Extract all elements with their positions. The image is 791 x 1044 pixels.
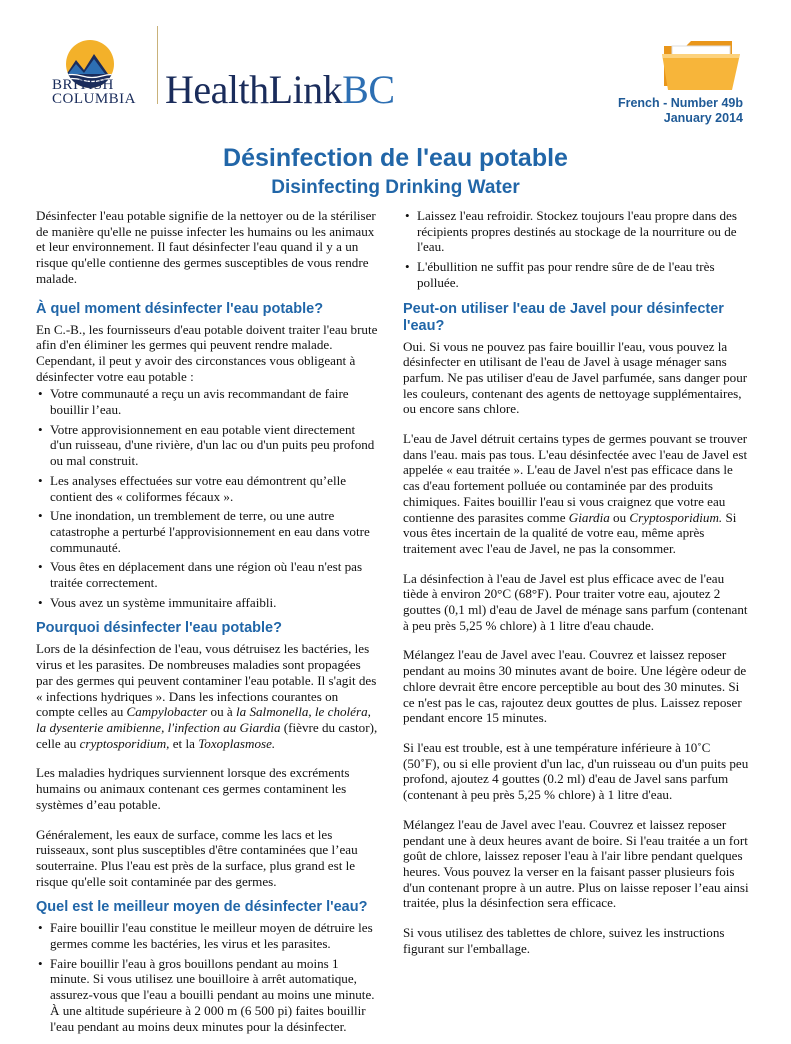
page-title: Désinfection de l'eau potable bbox=[223, 144, 568, 172]
list-item: • Votre approvisionnement en eau potable vient directement d'un ruisseau, d'une rivière, d'un lac ou d'un puits peu profond ou mal construit. bbox=[50, 422, 378, 469]
why-paragraph-3: Généralement, les eaux de surface, comme les lacs et les ruisseaux, sont plus susceptibles d'être contaminées que l’eau souterraine. Plus l'eau est près de la surface, plus grand est le risque qu'elle soit contaminée par des germes. bbox=[36, 826, 358, 889]
list-item: • Une inondation, un tremblement de terre, ou une autre catastrophe a perturbé l'approvisionnement en eau dans votre communauté. bbox=[50, 508, 378, 555]
list-item: • Vous êtes en déplacement dans une région où l'eau n'est pas traitée correctement. bbox=[50, 559, 378, 590]
list-item: • L'ébullition ne suffit pas pour rendre sûre de de l'eau très polluée. bbox=[417, 259, 750, 290]
bleach-paragraph-4: Mélangez l'eau de Javel avec l'eau. Couvrez et laissez reposer pendant au moins 30 minutes avant de boire. Une légère odeur de chlore devrait être encore perceptible au bout des 30 minutes. Si ce n'est pas le cas, rajoutez deux gouttes de plus. Laissez reposer pendant encore 15 minutes. bbox=[403, 647, 747, 726]
why-paragraph-1: Lors de la désinfection de l'eau, vous détruisez les bactéries, les virus et les parasites. De nombreuses maladies sont propagées par des germes qui peuvent contaminer l'eau potable. Il s'agit des « infections hydriques ». Dans les infections courantes on compte celles au Campylobacter ou à la Salmonella, le choléra, la dysenterie amibienne, l'infection au Giardia (fièvre du castor), celle au cryptosporidium, et la Toxoplasmose. bbox=[36, 641, 378, 751]
bc-line1: BRITISH bbox=[52, 77, 114, 93]
file-meta bbox=[618, 96, 743, 126]
list-item: • Votre communauté a reçu un avis recommandant de faire bouillir l’eau. bbox=[50, 386, 378, 417]
file-date: January 2014 bbox=[663, 111, 743, 125]
intro-paragraph: Désinfecter l'eau potable signifie de la nettoyer ou de la stériliser de manière qu'elle ne puisse infecter les humains ou les animaux et leur environnement. Il faut désinfecter l'eau quand il y a un risque qu'elle contienne des germes susceptibles de vous rendre malade. bbox=[36, 208, 376, 286]
file-label: French - Number 49b bbox=[617, 96, 743, 110]
bc-line2: COLUMBIA bbox=[52, 91, 137, 107]
bleach-paragraph-2: L'eau de Javel détruit certains types de germes pouvant se trouver dans l'eau. mais pas tous. L'eau désinfectée avec l'eau de Javel est appelée « eau traitée ». L'eau de Javel n'est pas efficace dans le cas d'eau fortement polluée ou contaminée par des produits chimiques. Faites bouillir l'eau si vous craignez que votre eau contienne des parasites comme Giardia ou Cryptosporidium. Si vous êtes incertain de la qualité de votre eau, même après traitement avec l'eau de Javel, ne pas la consommer. bbox=[403, 431, 748, 556]
when-paragraph: En C.-B., les fournisseurs d'eau potable doivent traiter l'eau brute afin d'en éliminer les germes qui peuvent rendre malade. Cependant, il peut y avoir des circonstances vous obligeant à désinfecter votre eau potable : bbox=[36, 321, 378, 384]
brand-accent: BC bbox=[342, 67, 395, 112]
why-paragraph-2: Les maladies hydriques surviennent lorsque des excréments humains ou animaux contenant ces germes contaminent les systèmes d’eau potable. bbox=[36, 765, 350, 812]
heading-bleach: Peut-on utiliser l'eau de Javel pour désinfecter l'eau? bbox=[403, 300, 724, 334]
list-item: • Vous avez un système immunitaire affaibli. bbox=[50, 595, 378, 611]
bleach-paragraph-3: La désinfection à l'eau de Javel est plus efficace avec de l'eau tiède à environ 20°C (68°F). Pour traiter votre eau, ajoutez 2 gouttes (0,1 ml) d'eau de Javel de ménage sans parfum (contenant à peu près 5,25 % chlore) à 1 litre d'eau chaude. bbox=[403, 570, 748, 633]
list-item: • Faire bouillir l'eau constitue le meilleur moyen de détruire les germes comme les bactéries, les virus et les parasites. bbox=[50, 920, 378, 951]
heading-best: Quel est le meilleur moyen de désinfecter l'eau? bbox=[36, 899, 368, 916]
list-item: • Les analyses effectuées sur votre eau démontrent qu’elle contient des « coliformes fécaux ». bbox=[50, 473, 378, 504]
bleach-paragraph-5: Si l'eau est trouble, est à une température inférieure à 10˚C (50˚F), ou si elle provient d'un lac, d'un ruisseau ou d'un puits peu profond, ajoutez 4 gouttes (0.2 ml) d'eau de Javel sans parfum (contenant à peu près 5,25 % chlore) à 1 litre d'eau. bbox=[403, 739, 749, 803]
cooling-list bbox=[403, 208, 750, 291]
brand-main: HealthLink bbox=[165, 67, 343, 112]
healthlinkbc-logo bbox=[165, 66, 395, 113]
right-column bbox=[403, 208, 750, 970]
list-item: • Faire bouillir l'eau à gros bouillons pendant au moins 1 minute. Si vous utilisez une bouilloire à arrêt automatique, assurez-vous que l'eau a bouilli pendant au moins une minute. À une altitude supérieure à 2 000 m (6 500 pi) faites bouillir l'eau pendant au moins deux minutes pour la désinfecter. bbox=[50, 956, 378, 1035]
left-column bbox=[36, 208, 378, 1044]
list-item: • Laissez l'eau refroidir. Stockez toujours l'eau propre dans des récipients propres destinés au stockage de la nourriture ou de l'eau. bbox=[417, 208, 750, 255]
folder-icon bbox=[660, 38, 742, 92]
logo-divider bbox=[157, 26, 158, 104]
bleach-paragraph-6: Mélangez l'eau de Javel avec l'eau. Couvrez et laissez reposer pendant une à deux heures avant de boire. Si l'eau traitée a un fort goût de chlore, laissez reposer l'eau à l'air libre pendant quelques heures. Vous pouvez la verser en la faisant passer plusieurs fois d'un contenant propre à un autre. Plus on laisse reposer l’eau ainsi traitée, plus la désinfection sera efficace. bbox=[403, 816, 749, 911]
heading-why: Pourquoi désinfecter l'eau potable? bbox=[36, 620, 282, 637]
best-list bbox=[36, 920, 378, 1034]
heading-when: À quel moment désinfecter l'eau potable? bbox=[36, 300, 324, 317]
bleach-paragraph-1: Oui. Si vous ne pouvez pas faire bouillir l'eau, vous pouvez la désinfecter en utilisant de l'eau de Javel à usage ménager sans parfum. Ne pas utiliser d'eau de Javel parfumée, sans danger pour les couleurs, contenant des agents de nettoyage supplémentaires, ou encore sans chlore. bbox=[403, 338, 748, 417]
bc-wordmark bbox=[52, 78, 136, 106]
page-subtitle: Disinfecting Drinking Water bbox=[271, 177, 520, 198]
bleach-paragraph-7: Si vous utilisez des tablettes de chlore, suivez les instructions figurant sur l'emballage. bbox=[403, 925, 725, 956]
when-list bbox=[36, 386, 378, 610]
